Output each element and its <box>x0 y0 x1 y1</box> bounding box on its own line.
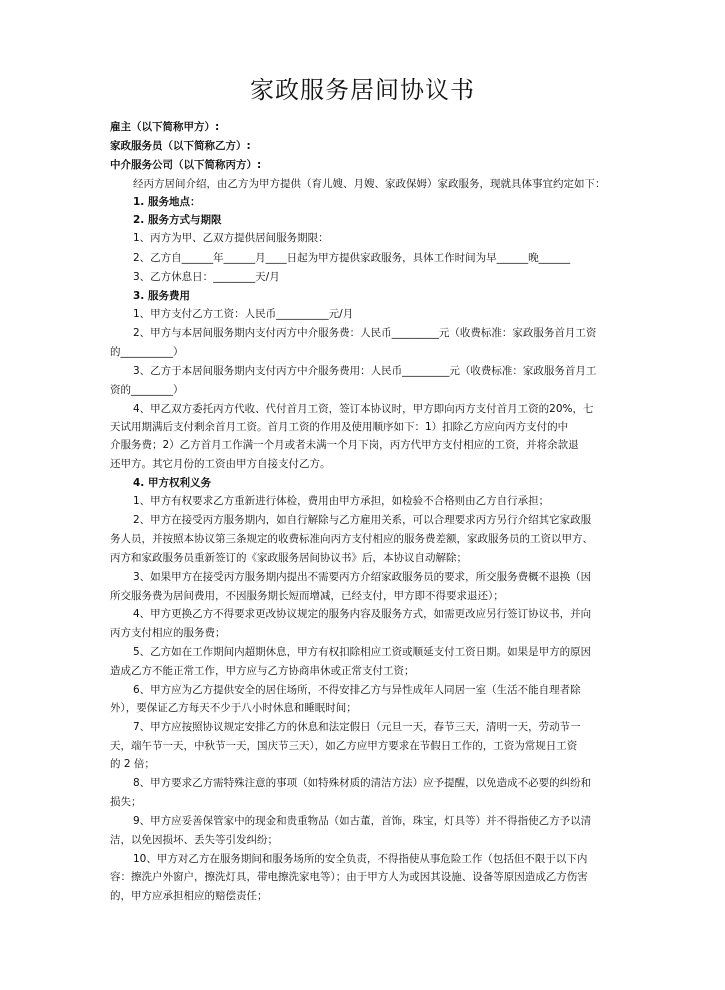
clause-line: 9、甲方应妥善保管家中的现金和贵重物品（如古董，首饰，珠宝，灯具等）并不得指使乙方予以清 <box>133 815 592 827</box>
clause-line: 8、甲方要求乙方需特殊注意的事项（如特殊材质的清洁方法）应予提醒，以免造成不必要的纠纷和 <box>133 777 592 789</box>
clause-line: 3、乙方休息日：________天/月 <box>133 271 280 283</box>
clause-line: 资的________） <box>110 384 184 396</box>
clause-line: 外），要保证乙方每天不少于八小时休息和睡眠时间； <box>110 702 357 714</box>
clause-line: 1、甲方支付乙方工资：人民币__________元/月 <box>133 308 354 320</box>
section-heading: 1. 服务地点： <box>133 196 201 208</box>
section-heading: 3. 服务费用 <box>133 290 190 302</box>
section-heading: 2. 服务方式与期限 <box>133 214 222 226</box>
clause-line: 的__________） <box>110 346 184 358</box>
intro-paragraph: 经丙方居间介绍，由乙方为甲方提供（育儿嫂、月嫂、家政保姆）家政服务，现就具体事宜约定如下： <box>133 178 606 190</box>
clause-line: 6、甲方应为乙方提供安全的居住场所，不得安排乙方与异性成年人同居一室（生活不能自理者除 <box>133 684 581 696</box>
clause-line: 的 2 倍； <box>110 758 155 770</box>
clause-line: 1、甲方有权要求乙方重新进行体检，费用由甲方承担，如检验不合格则由乙方自行承担； <box>133 495 550 507</box>
clause-line: 容：擦洗户外窗户，擦洗灯具，带电擦洗家电等）；由于甲方人为或因其设施、设备等原因造成乙方伤害 <box>110 871 588 883</box>
employer-line: 雇主（以下简称甲方）: <box>110 121 220 133</box>
clause-line: 务人员，并按照本协议第三条规定的收费标准向丙方支付相应的服务费差额，家政服务员的工资以甲方、 <box>110 533 593 545</box>
clause-line: 3、如果甲方在接受丙方服务期内提出不需要丙方介绍家政服务员的要求，所交服务费概不退换（因 <box>133 571 592 583</box>
clause-line: 4、甲方更换乙方不得要求更改协议规定的服务内容及服务方式，如需更改应另行签订协议书，并向 <box>133 608 592 620</box>
clause-line: 10、甲方对乙方在服务期间和服务场所的安全负责，不得指使从事危险工作（包括但不限于以下内 <box>133 853 588 865</box>
clause-line: 2、甲方在接受丙方服务期内，如自行解除与乙方雇用关系，可以合理要求丙方另行介绍其它家政服 <box>133 514 592 526</box>
document-title: 家政服务居间协议书 <box>250 76 475 104</box>
clause-line: 所交服务费为居间费用，不因服务期长短而增减，已经支付，甲方即不得要求退还）； <box>110 590 504 602</box>
clause-line: 洁，以免因损坏、丢失等引发纠纷； <box>110 834 278 846</box>
clause-line: 2、甲方与本居间服务期内支付丙方中介服务费：人民币_________元（收费标准：家政服务首月工资 <box>133 327 597 339</box>
clause-line: 损失； <box>110 796 142 808</box>
clause-line: 丙方支付相应的服务费； <box>110 627 226 639</box>
clause-line: 1、丙方为甲、乙双方提供居间服务期限： <box>133 232 329 244</box>
clause-line: 3、乙方于本居间服务期内支付丙方中介服务费用：人民币_________元（收费标准：家政服务首月工 <box>133 365 597 377</box>
clause-line: 丙方和家政服务员重新签订的《家政服务居间协议书》后，本协议自动解除； <box>110 552 467 564</box>
clause-line: 介服务费；2）乙方首月工作满一个月或者未满一个月下岗，丙方代甲方支付相应的工资，并将余款退 <box>110 439 579 451</box>
clause-line: 2、乙方自______年______月____日起为甲方提供家政服务，具体工作时间为早______晚______ <box>133 252 571 264</box>
clause-line: 4、甲乙双方委托丙方代收、代付首月工资，签订本协议时，甲方即向丙方支付首月工资的20%，七 <box>133 403 594 415</box>
clause-line: 还甲方。其它月份的工资由甲方自接支付乙方。 <box>110 458 331 470</box>
section-heading: 4. 甲方权利义务 <box>133 477 211 489</box>
clause-line: 天，端午节一天，中秋节一天，国庆节三天），如乙方应甲方要求在节假日工作的，工资为常规日工资 <box>110 740 578 752</box>
housekeeper-line: 家政服务员（以下简称乙方）: <box>110 140 251 152</box>
agency-line: 中介服务公司（以下简称丙方）: <box>110 159 262 171</box>
clause-line: 7、甲方应按照协议规定安排乙方的休息和法定假日（元旦一天，春节三天，清明一天，劳动节一 <box>133 721 581 733</box>
clause-line: 造成乙方不能正常工作，甲方应与乙方协商串休或正常支付工资； <box>110 665 415 677</box>
clause-line: 的，甲方应承担相应的赔偿责任； <box>110 890 268 902</box>
clause-line: 5、乙方如在工作期间内超期休息，甲方有权扣除相应工资或顺延支付工资日期。如果是甲方的原因 <box>133 646 592 658</box>
clause-line: 天试用期满后支付剩余首月工资。首月工资的作用及使用顺序如下：1）扣除乙方应向丙方支付的中 <box>110 421 569 433</box>
